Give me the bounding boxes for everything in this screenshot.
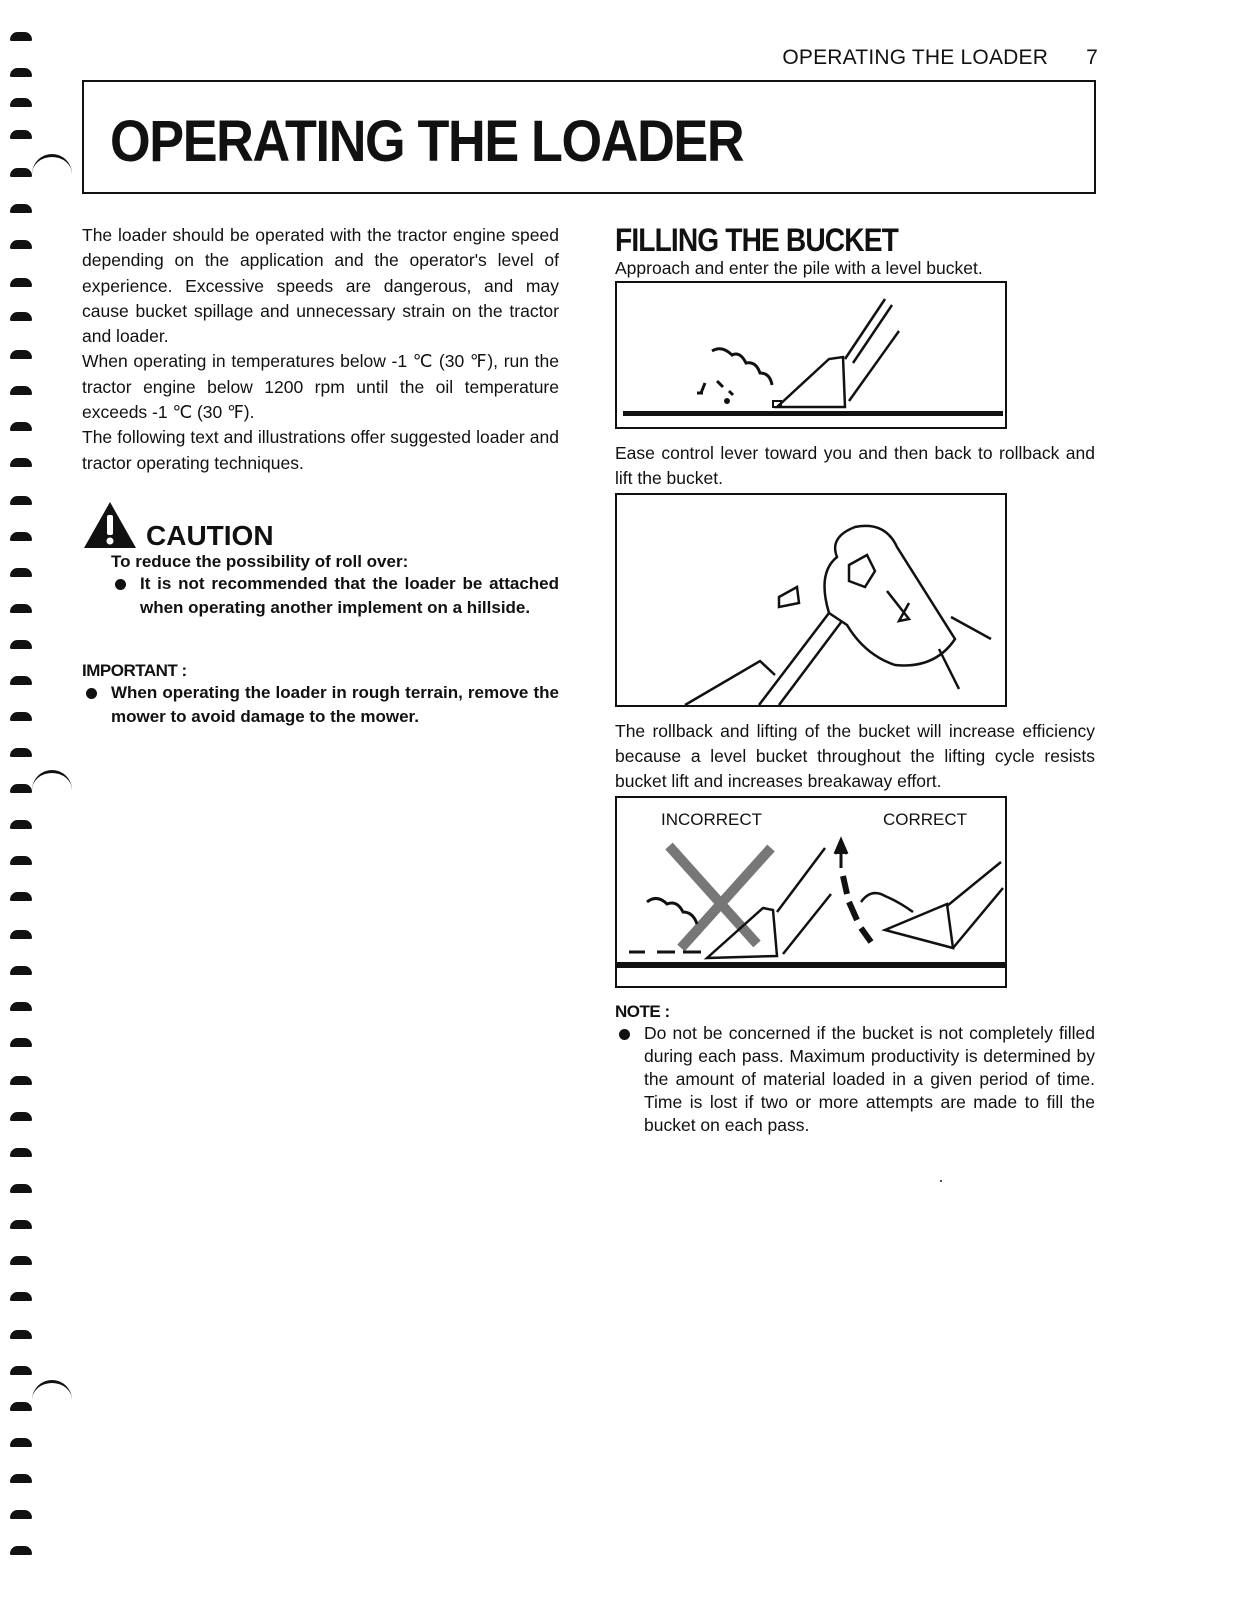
- intro-text: [82, 223, 559, 476]
- caution-label: CAUTION: [146, 520, 274, 551]
- spiral-binding: [10, 0, 70, 1600]
- scan-speck: [940, 1180, 942, 1182]
- intro-paragraph: The following text and illustrations offer suggested loader and tractor operating techniques.: [82, 427, 559, 473]
- caution-item: It is not recommended that the loader be attached when operating another implement on a hillside.: [111, 572, 559, 619]
- hand-on-lever-illustration: [617, 495, 1007, 707]
- note-label: NOTE :: [615, 1002, 670, 1021]
- filling-bucket-section: [615, 222, 1095, 1137]
- page-number: 7: [1086, 46, 1098, 69]
- figure-level-bucket: [615, 281, 1007, 429]
- section-heading: FILLING THE BUCKET: [615, 222, 898, 258]
- important-item: When operating the loader in rough terrain, remove the mower to avoid damage to the mower.: [82, 681, 559, 728]
- caution-subtitle: To reduce the possibility of roll over:: [111, 552, 409, 571]
- figure-incorrect-correct: [615, 796, 1007, 988]
- bucket-comparison-illustration: [617, 798, 1007, 988]
- correct-label: CORRECT: [883, 810, 968, 829]
- title-box: [82, 80, 1096, 194]
- incorrect-label: INCORRECT: [661, 810, 763, 829]
- step-3-text: The rollback and lifting of the bucket will increase efficiency because a level bucket throughout the lifting cycle resists bucket lift and increases breakaway effort.: [615, 721, 1095, 791]
- intro-paragraph: When operating in temperatures below -1 ℃ (30 ℉), run the tractor engine below 1200 rpm until the oil temperature exceeds -1 ℃ (30 ℉).: [82, 351, 559, 423]
- note-item: Do not be concerned if the bucket is not completely filled during each pass. Maximum productivity is determined by the amount of material loaded in a given period of time. Time is lost if two or more attempts are made to fill the bucket on each pass.: [615, 1022, 1095, 1137]
- page-title: OPERATING THE LOADER: [110, 109, 744, 174]
- important-block: [82, 661, 559, 728]
- intro-paragraph: The loader should be operated with the tractor engine speed depending on the application and the operator's level of experience. Excessive speeds are dangerous, and may cause bucket spillage and unnecessary strain on the tractor and loader.: [82, 225, 559, 347]
- running-title: OPERATING THE LOADER: [782, 46, 1049, 69]
- caution-block: [82, 500, 559, 619]
- step-2-text: Ease control lever toward you and then back to rollback and lift the bucket.: [615, 443, 1095, 488]
- running-header: [782, 46, 1098, 70]
- warning-triangle-icon: [82, 500, 138, 550]
- figure-control-lever: [615, 493, 1007, 707]
- step-1-text: Approach and enter the pile with a level bucket.: [615, 258, 983, 278]
- loader-bucket-illustration: [617, 283, 1007, 429]
- important-label: IMPORTANT :: [82, 661, 187, 680]
